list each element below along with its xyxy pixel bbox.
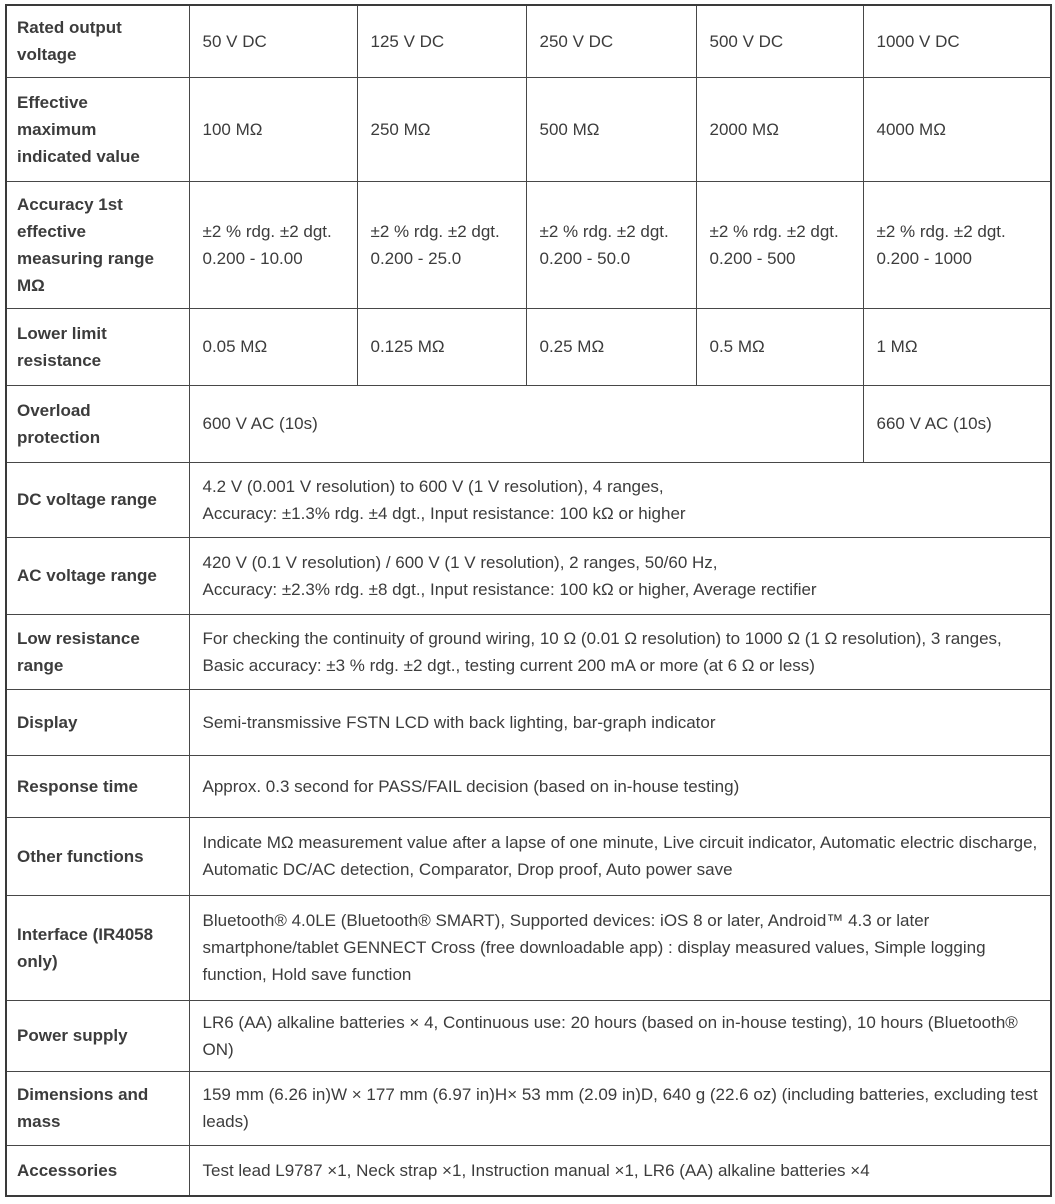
row-dimensions-and-mass — [6, 1071, 1051, 1145]
accuracy-cell-50v — [189, 181, 357, 308]
row-power-supply — [6, 1000, 1051, 1071]
response-time-value: Approx. 0.3 second for PASS/FAIL decision (based on in-house testing) — [189, 755, 1051, 817]
row-accessories — [6, 1145, 1051, 1196]
accuracy-spec-1000v: ±2 % rdg. ±2 dgt. — [876, 221, 1006, 241]
accuracy-cell-1000v — [863, 181, 1051, 308]
effective-max-1000v: 4000 MΩ — [863, 77, 1051, 181]
dc-voltage-range-line2: Accuracy: ±1.3% rdg. ±4 dgt., Input resistance: 100 kΩ or higher — [202, 503, 686, 523]
accuracy-range-125v: 0.200 - 25.0 — [370, 248, 462, 268]
ac-voltage-range-value — [189, 537, 1051, 614]
rated-output-voltage-250v: 250 V DC — [526, 5, 696, 77]
label-interface: Interface (IR4058 only) — [6, 895, 189, 1000]
rated-output-voltage-500v: 500 V DC — [696, 5, 863, 77]
label-dc-voltage-range: DC voltage range — [6, 462, 189, 537]
row-display — [6, 689, 1051, 755]
rated-output-voltage-1000v: 1000 V DC — [863, 5, 1051, 77]
label-overload-protection: Overload protection — [6, 385, 189, 462]
label-dimensions-and-mass: Dimensions and mass — [6, 1071, 189, 1145]
row-lower-limit-resistance — [6, 308, 1051, 385]
label-ac-voltage-range: AC voltage range — [6, 537, 189, 614]
lower-limit-1000v: 1 MΩ — [863, 308, 1051, 385]
accuracy-spec-500v: ±2 % rdg. ±2 dgt. — [709, 221, 839, 241]
effective-max-500v: 2000 MΩ — [696, 77, 863, 181]
dc-voltage-range-value — [189, 462, 1051, 537]
accuracy-cell-500v — [696, 181, 863, 308]
accuracy-spec-125v: ±2 % rdg. ±2 dgt. — [370, 221, 500, 241]
accuracy-range-250v: 0.200 - 50.0 — [539, 248, 631, 268]
label-lower-limit-resistance: Lower limit resistance — [6, 308, 189, 385]
dc-voltage-range-line1: 4.2 V (0.001 V resolution) to 600 V (1 V resolution), 4 ranges, — [202, 476, 664, 496]
row-response-time — [6, 755, 1051, 817]
low-resistance-range-value: For checking the continuity of ground wiring, 10 Ω (0.01 Ω resolution) to 1000 Ω (1 Ω resolution), 3 ranges, Basic accuracy: ±3 % rdg. ±2 dgt., testing current 200 mA or more (at 6 Ω or less) — [189, 614, 1051, 689]
row-dc-voltage-range — [6, 462, 1051, 537]
row-interface — [6, 895, 1051, 1000]
row-accuracy-first-effective-measuring-range — [6, 181, 1051, 308]
overload-protection-main: 600 V AC (10s) — [189, 385, 863, 462]
specifications-table — [5, 4, 1052, 1197]
accuracy-range-50v: 0.200 - 10.00 — [202, 248, 303, 268]
lower-limit-50v: 0.05 MΩ — [189, 308, 357, 385]
accuracy-spec-50v: ±2 % rdg. ±2 dgt. — [202, 221, 332, 241]
accuracy-spec-250v: ±2 % rdg. ±2 dgt. — [539, 221, 669, 241]
effective-max-50v: 100 MΩ — [189, 77, 357, 181]
effective-max-125v: 250 MΩ — [357, 77, 526, 181]
row-other-functions — [6, 817, 1051, 895]
power-supply-value: LR6 (AA) alkaline batteries × 4, Continuous use: 20 hours (based on in-house testing), 10 hours (Bluetooth® ON) — [189, 1000, 1051, 1071]
lower-limit-125v: 0.125 MΩ — [357, 308, 526, 385]
row-overload-protection — [6, 385, 1051, 462]
interface-value: Bluetooth® 4.0LE (Bluetooth® SMART), Supported devices: iOS 8 or later, Android™ 4.3 or later smartphone/tablet GENNECT Cross (free downloadable app) : display measured values, Simple logging function, Hold save function — [189, 895, 1051, 1000]
ac-voltage-range-line2: Accuracy: ±2.3% rdg. ±8 dgt., Input resistance: 100 kΩ or higher, Average rectifier — [202, 579, 817, 599]
accessories-value: Test lead L9787 ×1, Neck strap ×1, Instruction manual ×1, LR6 (AA) alkaline batteries ×4 — [189, 1145, 1051, 1196]
other-functions-value: Indicate MΩ measurement value after a lapse of one minute, Live circuit indicator, Automatic electric discharge, Automatic DC/AC detection, Comparator, Drop proof, Auto power save — [189, 817, 1051, 895]
row-effective-maximum-indicated-value — [6, 77, 1051, 181]
accuracy-range-1000v: 0.200 - 1000 — [876, 248, 972, 268]
ac-voltage-range-line1: 420 V (0.1 V resolution) / 600 V (1 V resolution), 2 ranges, 50/60 Hz, — [202, 552, 718, 572]
label-power-supply: Power supply — [6, 1000, 189, 1071]
accuracy-cell-250v — [526, 181, 696, 308]
label-response-time: Response time — [6, 755, 189, 817]
label-low-resistance-range: Low resistance range — [6, 614, 189, 689]
overload-protection-1000v: 660 V AC (10s) — [863, 385, 1051, 462]
label-other-functions: Other functions — [6, 817, 189, 895]
accuracy-cell-125v — [357, 181, 526, 308]
dimensions-and-mass-value: 159 mm (6.26 in)W × 177 mm (6.97 in)H× 53 mm (2.09 in)D, 640 g (22.6 oz) (including batteries, excluding test leads) — [189, 1071, 1051, 1145]
lower-limit-500v: 0.5 MΩ — [696, 308, 863, 385]
rated-output-voltage-125v: 125 V DC — [357, 5, 526, 77]
rated-output-voltage-50v: 50 V DC — [189, 5, 357, 77]
lower-limit-250v: 0.25 MΩ — [526, 308, 696, 385]
effective-max-250v: 500 MΩ — [526, 77, 696, 181]
label-display: Display — [6, 689, 189, 755]
label-rated-output-voltage: Rated output voltage — [6, 5, 189, 77]
row-low-resistance-range — [6, 614, 1051, 689]
row-ac-voltage-range — [6, 537, 1051, 614]
label-accuracy-first-effective-measuring-range: Accuracy 1st effective measuring range MΩ — [6, 181, 189, 308]
accuracy-range-500v: 0.200 - 500 — [709, 248, 796, 268]
label-accessories: Accessories — [6, 1145, 189, 1196]
row-rated-output-voltage — [6, 5, 1051, 77]
display-value: Semi-transmissive FSTN LCD with back lighting, bar-graph indicator — [189, 689, 1051, 755]
label-effective-maximum-indicated-value: Effective maximum indicated value — [6, 77, 189, 181]
